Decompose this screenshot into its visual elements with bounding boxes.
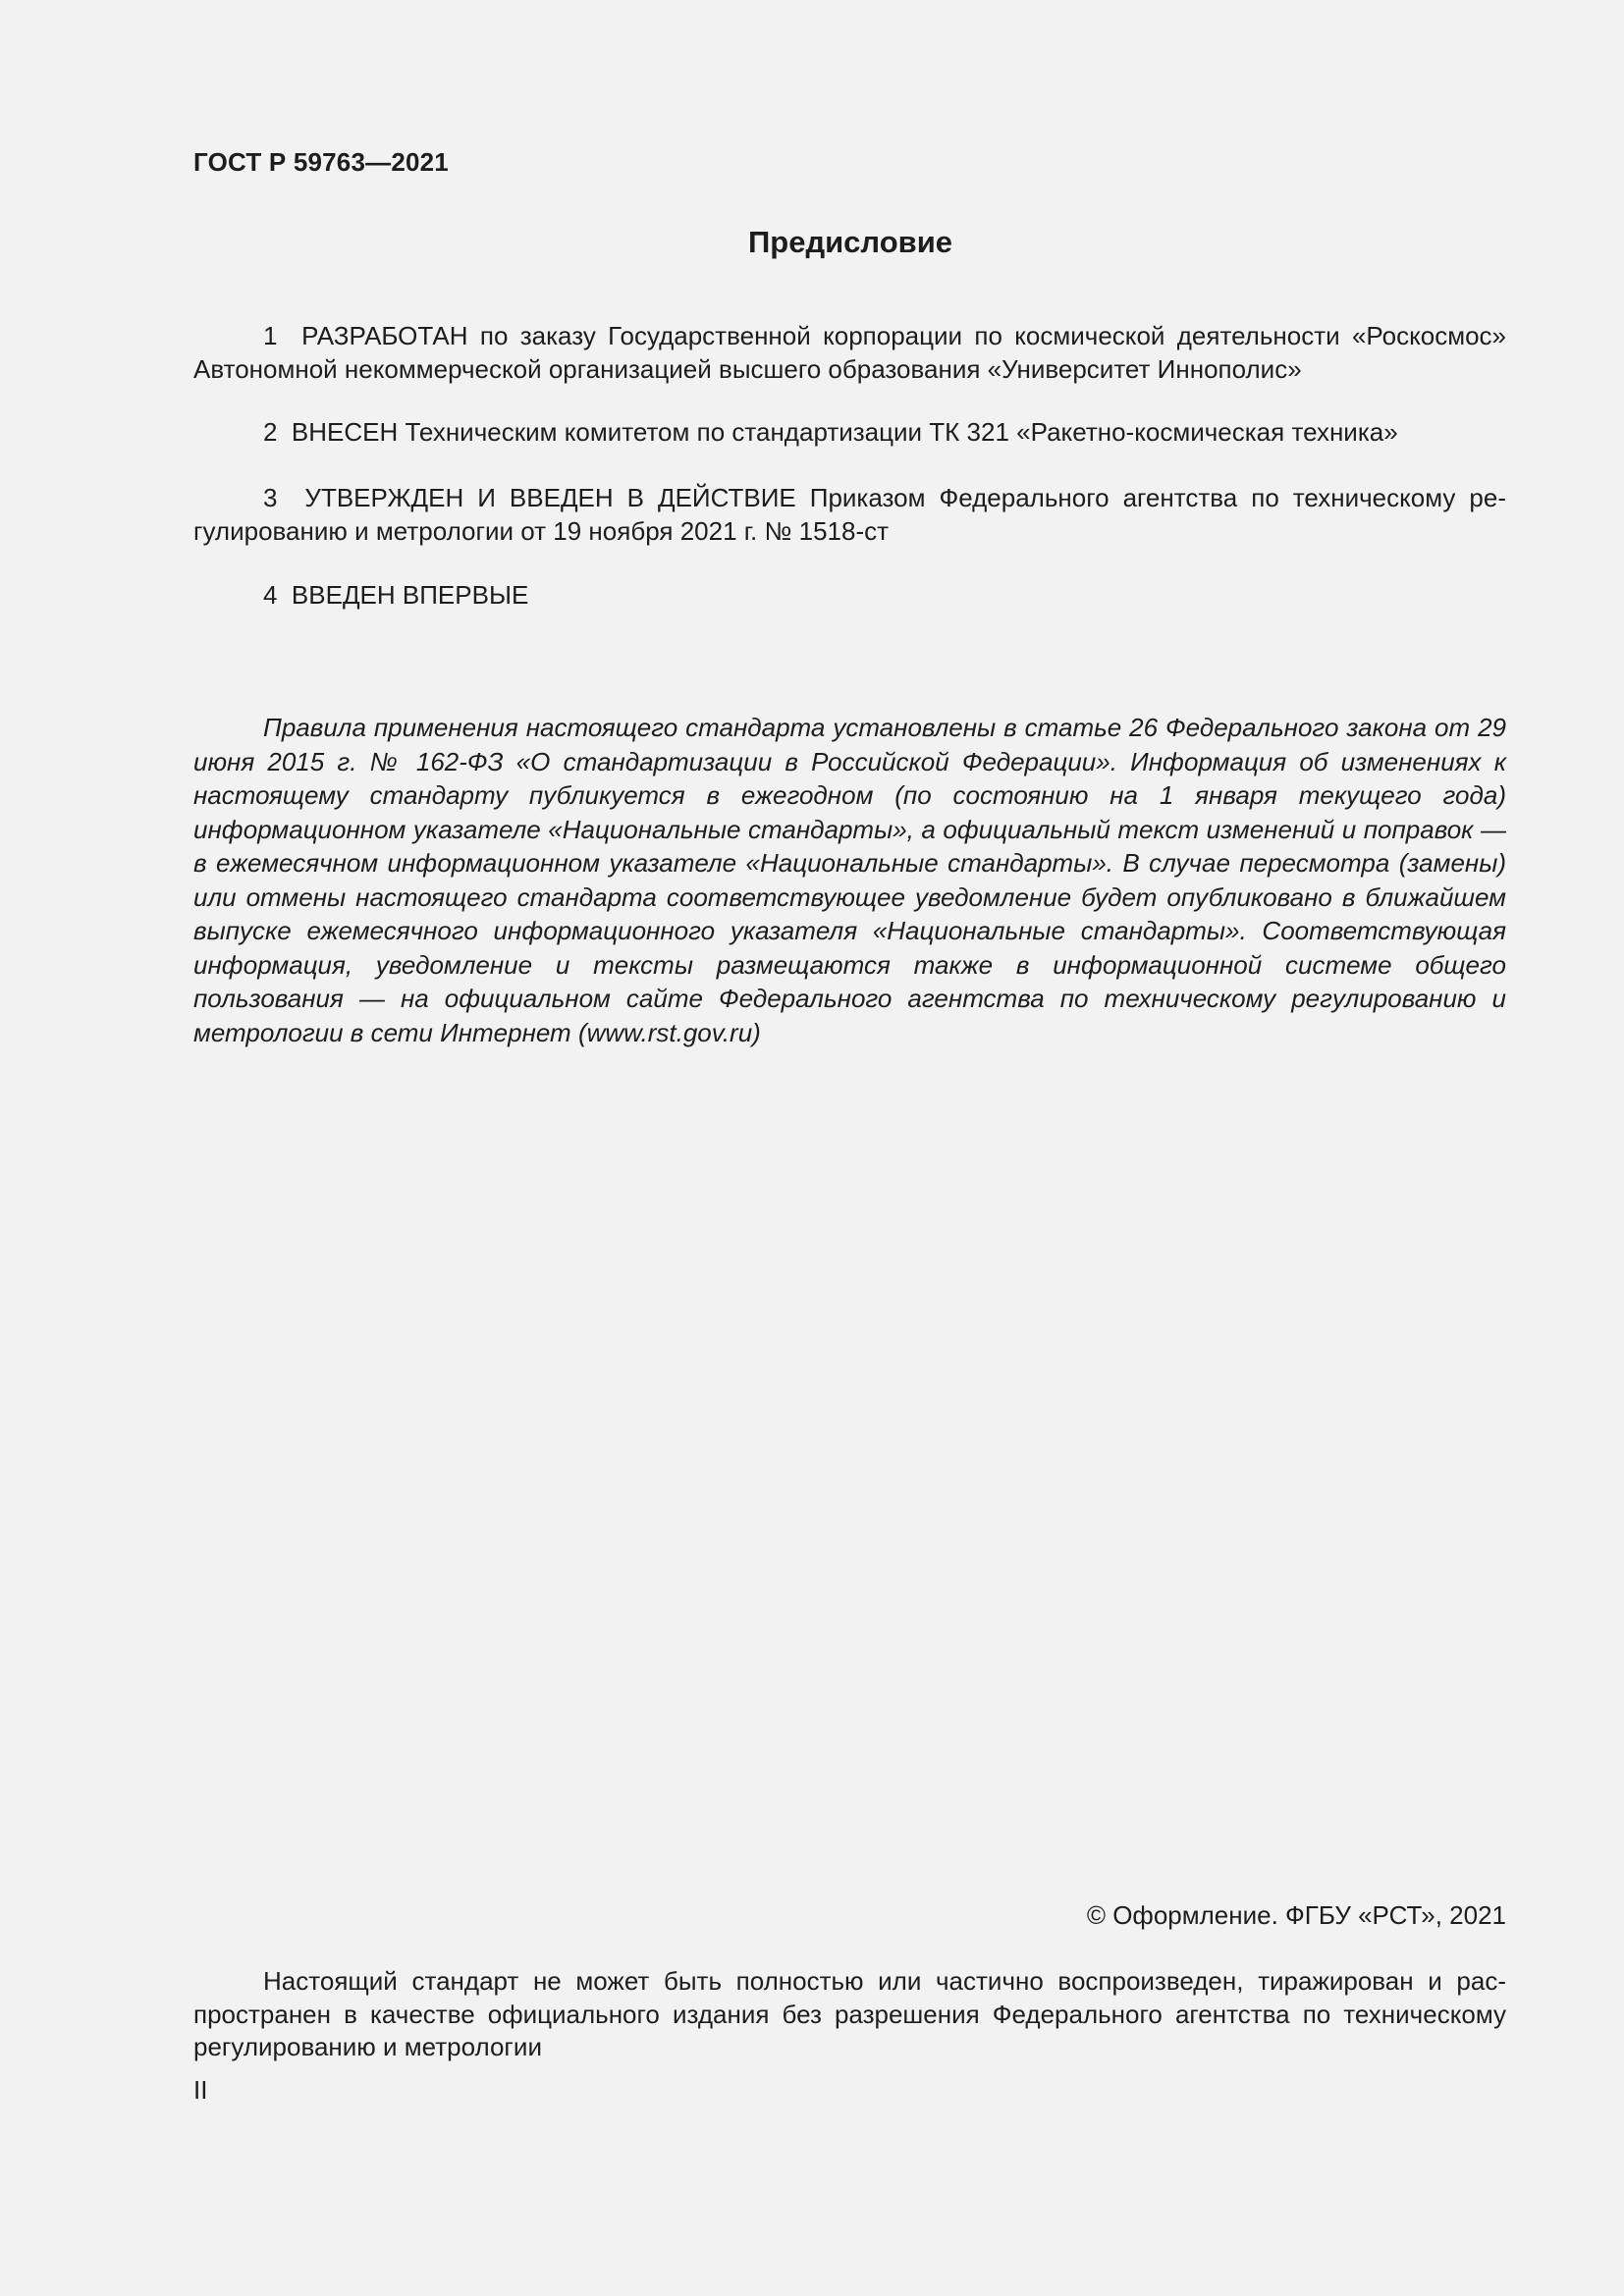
item-text: Техническим комитетом по стандартизации ТК 321 «Ракетно-космическая техника»: [398, 417, 1398, 447]
application-rules-paragraph: Правила применения настоящего стандарта установлены в статье 26 Федерального закона от 29 июня 2015 г. № 162-ФЗ «О стандартизации в Российской Федерации». Информация об изменениях к настоящему стандарту публикуется в ежегодном (по состоянию на 1 января текущего года) информационном указателе «Национальные стандарты», а официальный текст изменений и поправок — в ежемесячном информационном указателе «Национальные стандарты». В случае пересмотра (замены) или отмены настоящего стандарта соответствующее уведомление будет опубликовано в ближайшем выпуске ежемесячного информационного указателя «Национальные стандарты». Соответствующая информация, уведомление и тексты размещаются также в информационной системе общего пользования — на официальном сайте Федерального агентства по техническому регулированию и метрологии в сети Интернет (www.rst.gov.ru): [193, 713, 1506, 1047]
document-code: ГОСТ Р 59763—2021: [193, 147, 449, 177]
foreword-item-3: [193, 482, 1506, 548]
item-number: 1: [263, 321, 278, 350]
page-number: II: [193, 2075, 208, 2105]
page-title: Предисловие: [747, 225, 952, 259]
foreword-item-4: [193, 579, 1506, 613]
item-heading: ВВЕДЕН ВПЕРВЫЕ: [291, 580, 529, 610]
item-text: Приказом Федерального агентства по техническому регулированию и метрологии от 19 ноября 2021 г. № 1518-ст: [193, 483, 1506, 546]
foreword-item-2: [193, 416, 1506, 450]
item-number: 3: [263, 483, 278, 512]
foreword-item-1: [193, 320, 1506, 386]
item-heading: УТВЕРЖДЕН И ВВЕДЕН В ДЕЙСТВИЕ: [304, 483, 796, 512]
copyright-notice: © Оформление. ФГБУ «РСТ», 2021: [1086, 1900, 1506, 1930]
item-text: по заказу Государственной корпорации по космической деятельности «Роскосмос» Автономной некоммерческой организацией высшего образования «Университет Иннополис»: [193, 321, 1506, 384]
item-number: 2: [263, 417, 278, 447]
reproduction-notice: Настоящий стандарт не может быть полностью или частично воспроизведен, тиражирован и распространен в качестве официального издания без разрешения Федерального агентства по техническому регулированию и метрологии: [193, 1966, 1506, 2061]
item-number: 4: [263, 580, 278, 610]
item-heading: ВНЕСЕН: [291, 417, 399, 447]
item-heading: РАЗРАБОТАН: [301, 321, 468, 350]
